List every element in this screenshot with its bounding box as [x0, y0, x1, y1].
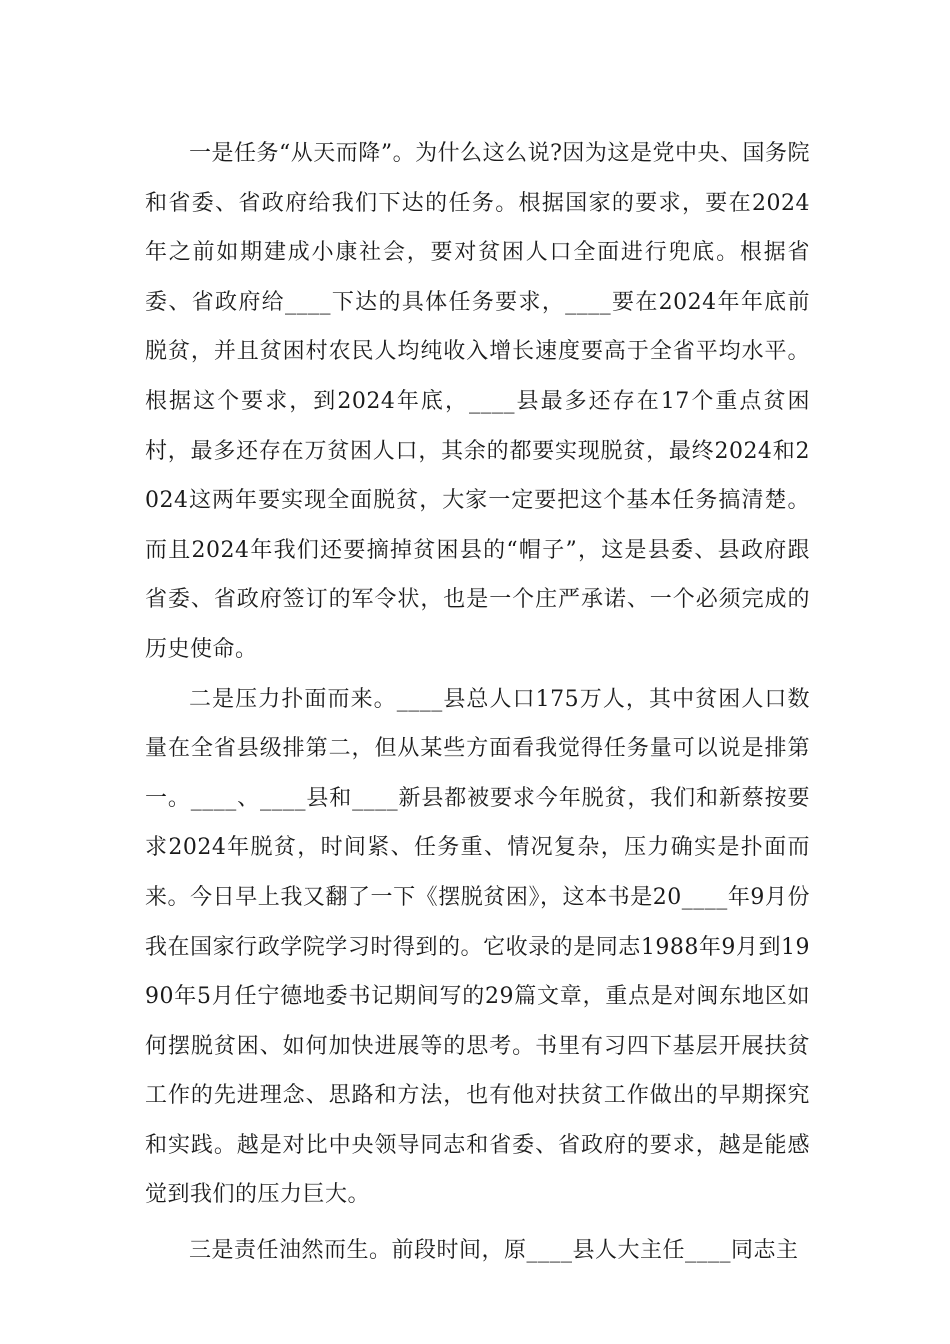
paragraph-responsibility: 三是责任油然而生。前段时间，原____县人大主任____同志主: [189, 1238, 799, 1264]
document-body: [145, 129, 810, 1276]
paragraph-task: 一是任务“从天而降”。为什么这么说?因为这是党中央、国务院和省委、省政府给我们下达的任务。根据国家的要求，要在2024年之前如期建成小康社会，要对贫困人口全面进行兜底。根据省委、省政府给____下达的具体任务要求，____要在2024年年底前脱贫，并且贫困村农民人均纯收入增长速度要高于全省平均水平。根据这个要求，到2024年底，____县最多还存在17个重点贫困村，最多还存在万贫困人口，其余的都要实现脱贫，最终2024和2024这两年要实现全面脱贫，大家一定要把这个基本任务搞清楚。而且2024年我们还要摘掉贫困县的“帽子”，这是县委、县政府跟省委、省政府签订的军令状，也是一个庄严承诺、一个必须完成的历史使命。: [145, 141, 810, 662]
paragraph-pressure: 二是压力扑面而来。____县总人口175万人，其中贫困人口数量在全省县级排第二，但从某些方面看我觉得任务量可以说是排第一。____、____县和____新县都被要求今年脱贫，我们和新蔡按要求2024年脱贫，时间紧、任务重、情况复杂，压力确实是扑面而来。今日早上我又翻了一下《摆脱贫困》，这本书是20____年9月份我在国家行政学院学习时得到的。它收录的是同志1988年9月到1990年5月任宁德地委书记期间写的29篇文章，重点是对闽东地区如何摆脱贫困、如何加快进展等的思考。书里有习四下基层开展扶贫工作的先进理念、思路和方法，也有他对扶贫工作做出的早期探究和实践。越是对比中央领导同志和省委、省政府的要求，越是能感觉到我们的压力巨大。: [145, 686, 810, 1208]
